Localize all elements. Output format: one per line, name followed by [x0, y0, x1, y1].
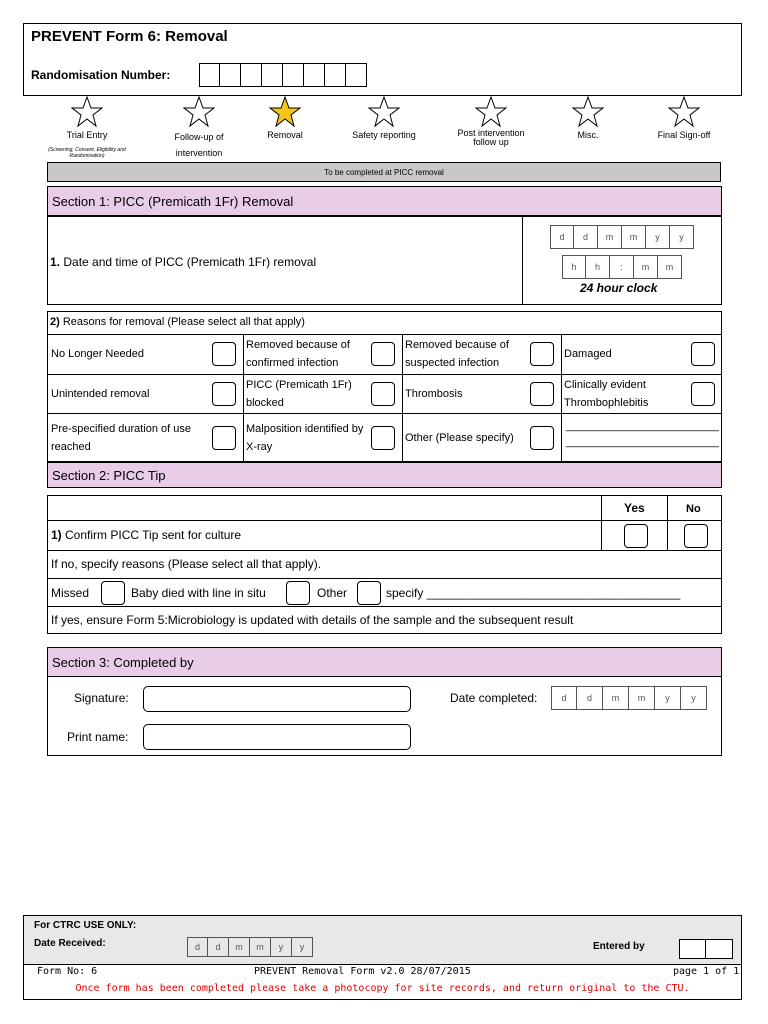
- yes-column-header: Yes: [624, 501, 645, 515]
- other-checkbox[interactable]: [357, 581, 381, 605]
- clock-note: 24 hour clock: [580, 281, 658, 295]
- completed-by-box: [47, 677, 722, 756]
- print-name-label: Print name:: [67, 730, 129, 744]
- star-icon-step-1: [71, 96, 103, 128]
- date-completed-input[interactable]: [551, 686, 707, 710]
- other-specify-line[interactable]: _________________________: [566, 420, 719, 432]
- reason-checkbox[interactable]: [212, 342, 236, 366]
- q1-text: Date and time of PICC (Premicath 1Fr) removal: [63, 255, 317, 269]
- date-cell[interactable]: d: [187, 937, 208, 957]
- date-cell[interactable]: :: [610, 255, 634, 279]
- reason-checkbox[interactable]: [691, 342, 715, 366]
- reason-checkbox[interactable]: [371, 382, 395, 406]
- missed-checkbox[interactable]: [101, 581, 125, 605]
- date-cell[interactable]: m: [603, 686, 629, 710]
- reason-checkbox[interactable]: [530, 342, 554, 366]
- section1-header: [47, 186, 722, 216]
- removal-date-input[interactable]: [550, 225, 694, 249]
- removal-time-input[interactable]: [562, 255, 682, 279]
- star-icon-step-3: [269, 96, 301, 128]
- if-no-text: If no, specify reasons (Please select all that apply).: [51, 557, 322, 571]
- randomisation-number-input[interactable]: [199, 63, 367, 87]
- ctrc-use-box: [23, 915, 742, 965]
- step-label-4: Safety reporting: [352, 130, 416, 140]
- star-icon-step-7: [668, 96, 700, 128]
- no-column-header: No: [686, 503, 701, 515]
- date-cell[interactable]: m: [229, 937, 250, 957]
- ctrc-label: For CTRC USE ONLY:: [34, 920, 137, 931]
- header-box: [23, 23, 742, 96]
- reason-label: Removed because of suspected infection: [405, 339, 509, 369]
- footer-info-box: [23, 965, 742, 1000]
- signature-label: Signature:: [74, 691, 129, 705]
- section2-header: [47, 462, 722, 488]
- reason-label: Clinically evident Thrombophlebitis: [564, 378, 649, 409]
- date-cell[interactable]: m: [250, 937, 271, 957]
- reason-label: Damaged: [564, 348, 612, 360]
- print-name-input[interactable]: [143, 724, 411, 750]
- q2-number: 2): [50, 316, 60, 328]
- banner-text: To be completed at PICC removal: [324, 167, 444, 177]
- date-cell[interactable]: d: [551, 686, 577, 710]
- missed-label: Missed: [51, 586, 90, 600]
- date-completed-label: Date completed:: [450, 691, 538, 705]
- section3-header: [47, 647, 722, 677]
- star-icon-step-6: [572, 96, 604, 128]
- form-title: PREVENT Form 6: Removal: [31, 28, 228, 45]
- date-cell[interactable]: d: [577, 686, 603, 710]
- entered-by-label: Entered by: [593, 941, 645, 952]
- q2-text: Reasons for removal (Please select all that apply): [62, 316, 305, 328]
- other-label: Other: [317, 586, 348, 600]
- baby-died-checkbox[interactable]: [286, 581, 310, 605]
- date-cell[interactable]: m: [598, 225, 622, 249]
- date-cell[interactable]: d: [208, 937, 229, 957]
- star-icon-step-2: [183, 96, 215, 128]
- reason-label: PICC (Premicath 1Fr) blocked: [246, 378, 352, 409]
- if-yes-text: If yes, ensure Form 5:Microbiology is updated with details of the sample and the subsequent result: [51, 613, 574, 627]
- reason-checkbox[interactable]: [212, 382, 236, 406]
- date-cell[interactable]: y: [681, 686, 707, 710]
- star-icon-step-5: [475, 96, 507, 128]
- step-label-6: Misc.: [577, 130, 599, 140]
- form-number: Form No: 6: [37, 966, 98, 977]
- date-cell[interactable]: m: [658, 255, 682, 279]
- specify-field[interactable]: specify ______________________________________: [386, 586, 681, 600]
- date-cell[interactable]: y: [655, 686, 681, 710]
- photocopy-notice: Once form has been completed please take a photocopy for site records, and return original to the CTU.: [75, 983, 690, 994]
- step-label-1: Trial Entry: [66, 130, 108, 140]
- date-received-input[interactable]: [187, 937, 313, 957]
- date-cell[interactable]: d: [574, 225, 598, 249]
- date-cell[interactable]: h: [586, 255, 610, 279]
- date-cell[interactable]: y: [646, 225, 670, 249]
- step-sublabel-1: (Screening, Consent, Eligibility and Randomisation): [48, 147, 126, 159]
- other-specify-line[interactable]: _________________________: [566, 436, 719, 448]
- reason-checkbox[interactable]: [371, 342, 395, 366]
- date-received-label: Date Received:: [34, 938, 106, 949]
- section1-title: Section 1: PICC (Premicath 1Fr) Removal: [52, 193, 294, 209]
- section3-title: Section 3: Completed by: [52, 654, 194, 670]
- star-icon-step-4: [368, 96, 400, 128]
- s2-q1-text: Confirm PICC Tip sent for culture: [65, 528, 242, 542]
- tip-sent-yes-checkbox[interactable]: [624, 524, 648, 548]
- step-label-2: Follow-up of intervention: [174, 132, 224, 158]
- completion-banner: [47, 162, 721, 182]
- page-number: page 1 of 1: [673, 966, 740, 977]
- date-cell[interactable]: y: [271, 937, 292, 957]
- q1-removal-datetime-row: [47, 216, 722, 305]
- reason-label: Malposition identified by X-ray: [246, 422, 364, 453]
- reason-label: Other (Please specify): [405, 431, 514, 444]
- date-cell[interactable]: m: [634, 255, 658, 279]
- date-cell[interactable]: d: [550, 225, 574, 249]
- date-cell[interactable]: m: [622, 225, 646, 249]
- baby-died-label: Baby died with line in situ: [131, 586, 266, 600]
- reason-checkbox[interactable]: [691, 382, 715, 406]
- reason-checkbox[interactable]: [530, 382, 554, 406]
- date-cell[interactable]: y: [292, 937, 313, 957]
- reason-label: Pre-specified duration of use reached: [51, 422, 192, 453]
- picc-tip-table: [47, 495, 722, 634]
- form-version: PREVENT Removal Form v2.0 28/07/2015: [254, 966, 471, 977]
- date-cell[interactable]: h: [562, 255, 586, 279]
- q2-reasons-table: [47, 311, 722, 462]
- entered-by-input[interactable]: [679, 939, 733, 959]
- step-label-3: Removal: [267, 130, 303, 140]
- reason-label: No Longer Needed: [51, 348, 144, 360]
- date-cell[interactable]: m: [629, 686, 655, 710]
- s2-q1-number: 1): [51, 528, 62, 542]
- q1-number: 1.: [50, 255, 61, 269]
- reason-label: Removed because of confirmed infection: [246, 339, 350, 369]
- signature-input[interactable]: [143, 686, 411, 712]
- reason-checkbox[interactable]: [530, 426, 554, 450]
- randomisation-label: Randomisation Number:: [31, 68, 171, 82]
- reason-checkbox[interactable]: [212, 426, 236, 450]
- step-label-5: Post intervention follow up: [457, 128, 525, 147]
- reason-label: Thrombosis: [405, 387, 463, 400]
- date-cell[interactable]: y: [670, 225, 694, 249]
- tip-sent-no-checkbox[interactable]: [684, 524, 708, 548]
- section2-title: Section 2: PICC Tip: [52, 467, 166, 483]
- reason-checkbox[interactable]: [371, 426, 395, 450]
- step-label-7: Final Sign-off: [657, 130, 711, 140]
- reason-label: Unintended removal: [51, 387, 150, 400]
